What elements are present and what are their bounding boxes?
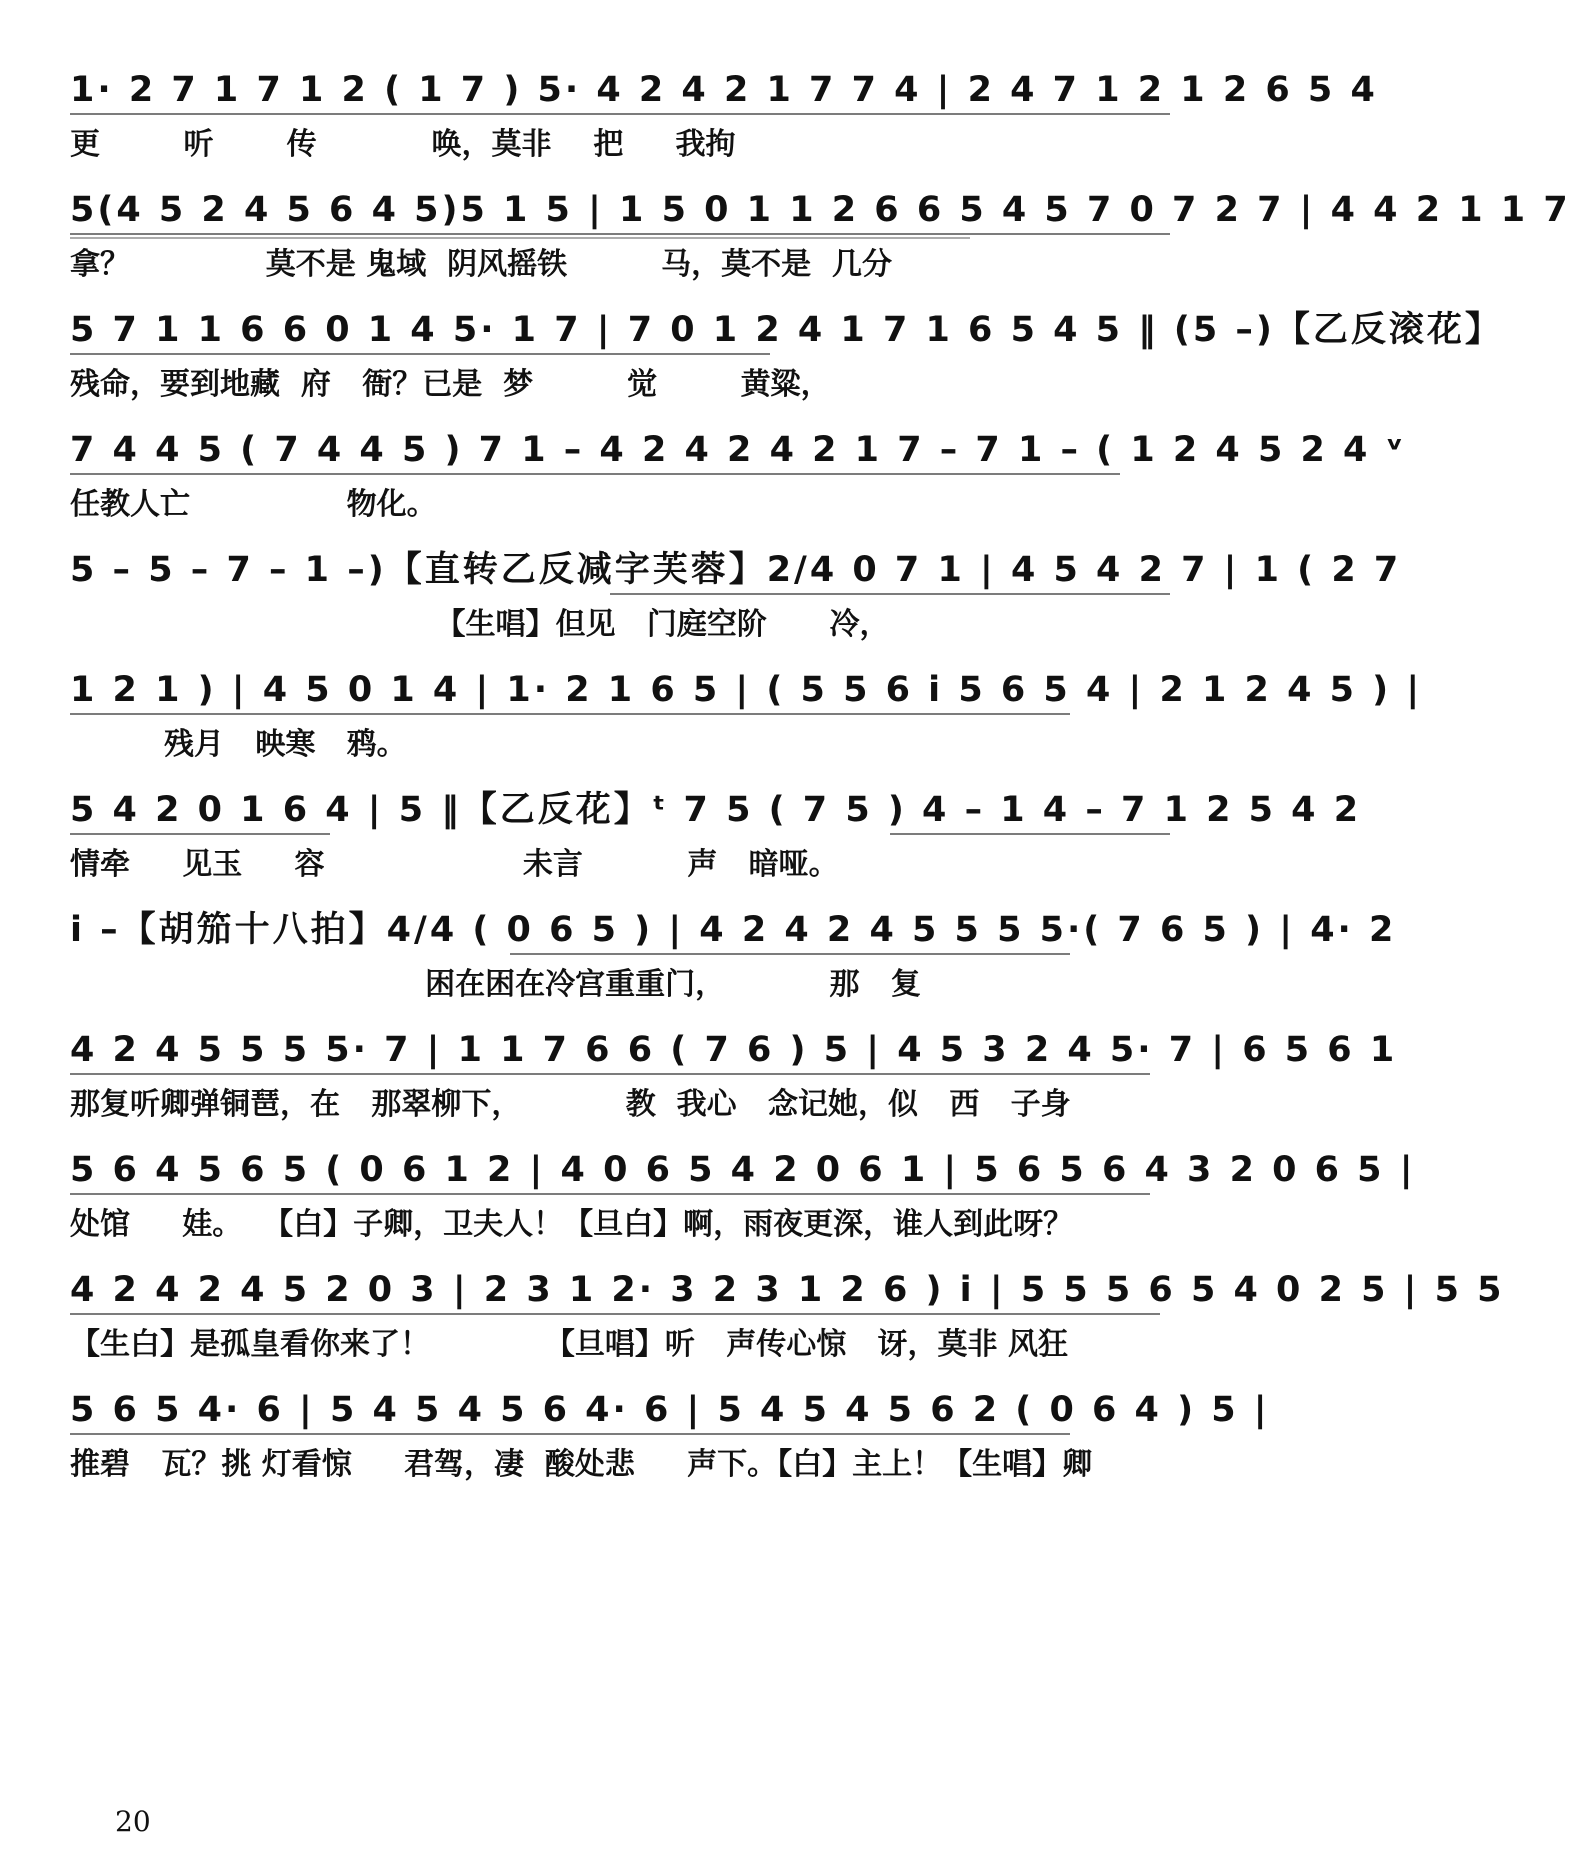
notation-line: i –【胡笳十八拍】4/4 ( 0 6 5 ) | 4 2 4 2 4 5 5 5 5·( 7 6 5 ) | 4· 2 <box>70 910 1397 950</box>
lyrics-line: 残月 映寒 鸦。 <box>70 727 407 762</box>
score-system-1 <box>70 60 1378 190</box>
beam-line <box>70 353 770 355</box>
score-system-12 <box>70 1380 1270 1510</box>
score-system-9 <box>70 1020 1398 1150</box>
beam-line <box>510 953 1070 955</box>
lyrics-line: 情牵 见玉 容 未言 声 暗哑。 <box>70 847 839 882</box>
notation-line: 5 – 5 – 7 – 1 –)【直转乙反减字芙蓉】2/4 0 7 1 | 4 5 4 2 7 | 1 ( 2 7 <box>70 550 1402 590</box>
notation-line: 5(4 5 2 4 5 6 4 5)5 1 5 | 1 5 0 1 1 2 6 6 5 4 5 7 0 7 2 7 | 4 4 2 1 1 7 <box>70 190 1571 230</box>
score-system-2 <box>70 180 1571 310</box>
score-system-6 <box>70 660 1423 790</box>
beam-line <box>610 593 1170 595</box>
beam-line <box>70 237 970 239</box>
beam-line <box>70 1193 1150 1195</box>
beam-line <box>70 1313 1160 1315</box>
beam-line <box>70 833 330 835</box>
beam-line <box>70 233 1170 235</box>
beam-line <box>890 833 1170 835</box>
score-system-5 <box>70 540 1402 670</box>
notation-line: 1 2 1 ) | 4 5 0 1 4 | 1· 2 1 6 5 | ( 5 5 6 i 5 6 5 4 | 2 1 2 4 5 ) | <box>70 670 1423 710</box>
score-system-4 <box>70 420 1407 550</box>
lyrics-line: 更 听 传 唤，莫非 把 我拘 <box>70 127 736 162</box>
lyrics-line: 【生唱】但见 门庭空阶 冷， <box>70 607 890 642</box>
score-system-7 <box>70 780 1362 910</box>
page-number: 20 <box>115 1805 151 1838</box>
score-system-11 <box>70 1260 1505 1390</box>
beam-line <box>70 713 1070 715</box>
notation-line: 4 2 4 5 5 5 5· 7 | 1 1 7 6 6 ( 7 6 ) 5 | 4 5 3 2 4 5· 7 | 6 5 6 1 <box>70 1030 1398 1070</box>
beam-line <box>70 113 1170 115</box>
lyrics-line: 拿？ 莫不是 鬼域 阴风摇铁 马，莫不是 几分 <box>70 247 892 282</box>
beam-line <box>70 1433 1070 1435</box>
notation-line: 5 6 4 5 6 5 ( 0 6 1 2 | 4 0 6 5 4 2 0 6 1 | 5 6 5 6 4 3 2 0 6 5 | <box>70 1150 1416 1190</box>
score-system-10 <box>70 1140 1416 1270</box>
lyrics-line: 残命，要到地藏 府 衙？已是 梦 觉 黄粱， <box>70 367 831 402</box>
notation-line: 4 2 4 2 4 5 2 0 3 | 2 3 1 2· 3 2 3 1 2 6 ) i | 5 5 5 6 5 4 0 2 5 | 5 5 <box>70 1270 1505 1310</box>
notation-line: 5 6 5 4· 6 | 5 4 5 4 5 6 4· 6 | 5 4 5 4 5 6 2 ( 0 6 4 ) 5 | <box>70 1390 1270 1430</box>
beam-line <box>70 473 1120 475</box>
score-system-8 <box>70 900 1397 1030</box>
lyrics-line: 困在困在冷宫重重门， 那 复 <box>70 967 921 1002</box>
lyrics-line: 【生白】是孤皇看你来了！ 【旦唱】听 声传心惊 讶，莫非 风狂 <box>70 1327 1068 1362</box>
notation-line: 1· 2 7 1 7 1 2 ( 1 7 ) 5· 4 2 4 2 1 7 7 4 | 2 4 7 1 2 1 2 6 5 4 <box>70 70 1378 110</box>
lyrics-line: 那复听卿弹铜琶，在 那翠柳下， 教 我心 念记她，似 西 子身 <box>70 1087 1071 1122</box>
lyrics-line: 处馆 娃。 【白】子卿，卫夫人！【旦白】啊，雨夜更深，谁人到此呀？ <box>70 1207 1074 1242</box>
notation-line: 5 7 1 1 6 6 0 1 4 5· 1 7 | 7 0 1 2 4 1 7 1 6 5 4 5 ‖ (5 –)【乙反滚花】 <box>70 310 1503 350</box>
lyrics-line: 推碧 瓦？挑 灯看惊 君驾，凄 酸处悲 声下。【白】主上！【生唱】卿 <box>70 1447 1093 1482</box>
score-system-3 <box>70 300 1503 430</box>
notation-line: 7 4 4 5 ( 7 4 4 5 ) 7 1 – 4 2 4 2 4 2 1 7 – 7 1 – ( 1 2 4 5 2 4 ᵛ <box>70 430 1407 470</box>
lyrics-line: 任教人亡 物化。 <box>70 487 437 522</box>
notation-line: 5 4 2 0 1 6 4 | 5 ‖【乙反花】ᵗ 7 5 ( 7 5 ) 4 – 1 4 – 7 1 2 5 4 2 <box>70 790 1362 830</box>
beam-line <box>70 1073 1150 1075</box>
